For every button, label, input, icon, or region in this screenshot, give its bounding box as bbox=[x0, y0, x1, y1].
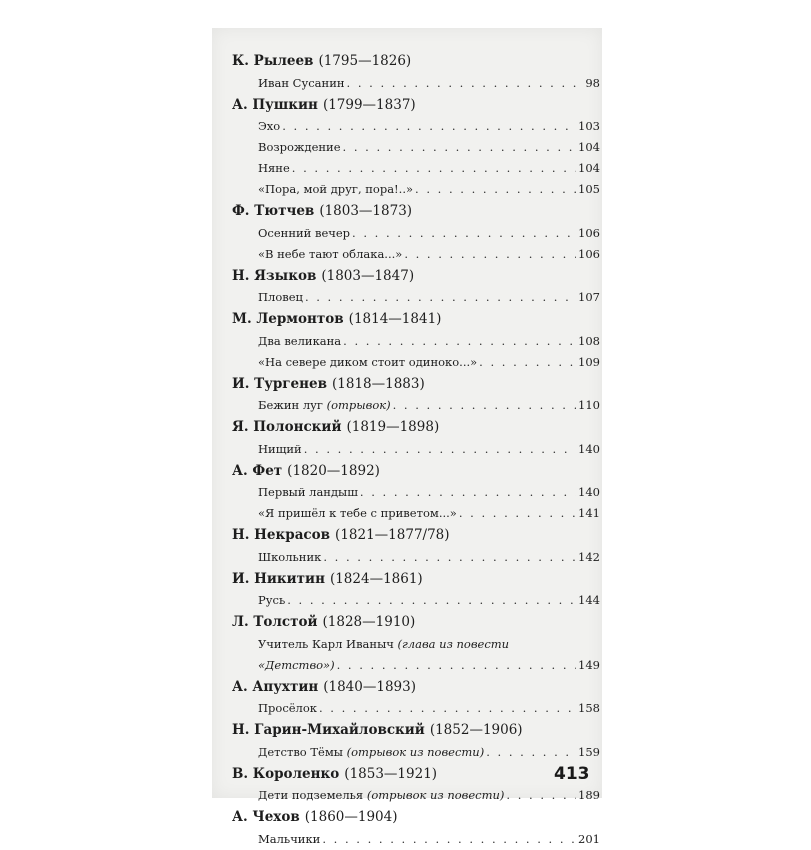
toc-work-item bbox=[232, 785, 600, 806]
author-years: (1820—1892) bbox=[287, 462, 380, 479]
toc-work-item bbox=[232, 503, 600, 524]
author-years: (1799—1837) bbox=[322, 96, 416, 113]
author-name: Н. Некрасов bbox=[232, 527, 331, 543]
page-ref: 189 bbox=[578, 788, 600, 802]
work-title bbox=[258, 137, 341, 158]
work-title bbox=[258, 547, 321, 568]
toc-work-item bbox=[232, 116, 600, 137]
page-ref: 141 bbox=[578, 506, 600, 520]
work-title-text: Возрождение bbox=[258, 140, 341, 154]
work-title bbox=[258, 829, 320, 850]
dot-leader bbox=[305, 287, 576, 308]
author-years: (1852—1906) bbox=[429, 722, 523, 738]
work-title-text: Первый ландыш bbox=[258, 485, 358, 499]
toc-work-item bbox=[232, 547, 600, 568]
work-title-text: Два великана bbox=[258, 333, 342, 348]
author-years: (1821—1877/78) bbox=[335, 527, 450, 543]
author-years: (1818—1883) bbox=[332, 375, 425, 392]
work-title bbox=[258, 244, 402, 265]
dot-leader bbox=[404, 244, 576, 265]
page-ref: 140 bbox=[578, 441, 600, 456]
work-title bbox=[258, 742, 484, 763]
work-title-text: Няне bbox=[258, 161, 290, 175]
page-ref: 109 bbox=[578, 354, 600, 369]
author-name: А. Фет bbox=[232, 462, 283, 479]
dot-leader bbox=[352, 223, 576, 244]
work-note: (глава из повести bbox=[397, 636, 510, 651]
page-ref: 142 bbox=[578, 549, 600, 564]
page-ref: 107 bbox=[578, 290, 600, 304]
author-name: Н. Гарин-Михайловский bbox=[232, 722, 425, 738]
work-title bbox=[258, 331, 341, 352]
work-note: (отрывок из повести) bbox=[366, 788, 505, 802]
toc-work-item bbox=[232, 179, 600, 200]
work-note: (отрывок из повести) bbox=[346, 744, 485, 759]
page-ref: 106 bbox=[578, 225, 600, 240]
work-title bbox=[258, 503, 457, 524]
page-ref: 144 bbox=[578, 593, 600, 607]
work-title bbox=[258, 785, 504, 806]
dot-leader bbox=[287, 590, 576, 611]
toc-work-item-continuation bbox=[232, 655, 600, 676]
work-title bbox=[258, 439, 302, 460]
page-ref: 106 bbox=[578, 246, 600, 261]
author-name: К. Рылеев bbox=[232, 53, 314, 69]
work-title-text: Школьник bbox=[258, 549, 322, 564]
author-heading bbox=[232, 373, 600, 396]
author-name: А. Чехов bbox=[232, 809, 300, 825]
author-name: Л. Толстой bbox=[232, 614, 318, 630]
author-name: И. Никитин bbox=[232, 570, 325, 587]
work-title-text: Осенний вечер bbox=[258, 225, 351, 240]
dot-leader bbox=[282, 116, 576, 137]
author-years: (1803—1847) bbox=[321, 267, 415, 284]
author-name: И. Тургенев bbox=[232, 375, 327, 392]
dot-leader bbox=[343, 137, 577, 158]
page-ref: 108 bbox=[578, 333, 600, 348]
dot-leader bbox=[393, 395, 576, 416]
toc-work-item bbox=[232, 829, 600, 850]
work-title-text: Пловец bbox=[258, 290, 303, 304]
table-of-contents bbox=[232, 50, 600, 850]
page-ref: 159 bbox=[578, 744, 600, 759]
work-title-text: «На севере диком стоит одиноко...» bbox=[258, 354, 478, 369]
toc-work-item bbox=[232, 395, 600, 416]
toc-work-item bbox=[232, 244, 600, 265]
author-heading bbox=[232, 50, 600, 73]
author-heading bbox=[232, 524, 600, 547]
work-title bbox=[258, 634, 509, 655]
author-years: (1819—1898) bbox=[346, 419, 440, 435]
page-ref: 149 bbox=[578, 657, 600, 672]
work-title-text: Просёлок bbox=[258, 701, 317, 715]
work-title-text: Дети подземелья bbox=[258, 788, 364, 802]
toc-work-item bbox=[232, 590, 600, 611]
toc-work-item bbox=[232, 137, 600, 158]
page-ref: 103 bbox=[578, 119, 600, 133]
author-name: Н. Языков bbox=[232, 267, 317, 284]
work-note: (отрывок) bbox=[326, 398, 391, 412]
work-title bbox=[258, 179, 413, 200]
page-number: 413 bbox=[554, 764, 590, 784]
author-name: М. Лермонтов bbox=[232, 311, 344, 327]
author-heading bbox=[232, 568, 600, 591]
author-name: А. Пушкин bbox=[232, 96, 318, 113]
dot-leader bbox=[415, 179, 576, 200]
author-name: В. Короленко bbox=[232, 765, 340, 782]
page-ref: 140 bbox=[578, 485, 600, 499]
author-heading bbox=[232, 94, 600, 117]
dot-leader bbox=[347, 73, 584, 94]
author-name: Ф. Тютчев bbox=[232, 203, 315, 219]
page-ref: 98 bbox=[585, 75, 600, 90]
page-ref: 105 bbox=[578, 182, 600, 196]
work-title bbox=[258, 352, 477, 373]
work-title-text: «Я пришёл к тебе с приветом...» bbox=[258, 506, 457, 520]
work-title-text: «Пора, мой друг, пора!..» bbox=[258, 182, 414, 196]
work-title-text: Учитель Карл Иваныч bbox=[258, 636, 394, 651]
author-heading bbox=[232, 719, 600, 742]
dot-leader bbox=[319, 698, 576, 719]
author-years: (1814—1841) bbox=[348, 311, 442, 327]
work-note: «Детство») bbox=[258, 657, 335, 672]
work-title-text: Мальчики bbox=[258, 831, 321, 846]
work-title-text: Эхо bbox=[258, 119, 281, 133]
toc-work-item bbox=[232, 158, 600, 179]
work-title bbox=[258, 223, 350, 244]
toc-work-item bbox=[232, 73, 600, 94]
author-heading bbox=[232, 806, 600, 829]
page-ref: 110 bbox=[578, 398, 600, 412]
dot-leader bbox=[479, 352, 576, 373]
work-title-text: «В небе тают облака...» bbox=[258, 246, 403, 261]
author-years: (1795—1826) bbox=[318, 53, 412, 69]
dot-leader bbox=[323, 547, 576, 568]
author-heading bbox=[232, 308, 600, 331]
work-title-text: Детство Тёмы bbox=[258, 744, 343, 759]
author-name: Я. Полонский bbox=[232, 419, 342, 435]
author-heading bbox=[232, 611, 600, 634]
dot-leader bbox=[304, 439, 576, 460]
author-heading bbox=[232, 200, 600, 223]
work-title-text: Русь bbox=[258, 593, 286, 607]
dot-leader bbox=[506, 785, 576, 806]
author-years: (1828—1910) bbox=[322, 614, 416, 630]
work-title bbox=[258, 73, 345, 94]
dot-leader bbox=[337, 655, 576, 676]
toc-work-item bbox=[232, 331, 600, 352]
toc-work-item bbox=[232, 223, 600, 244]
toc-work-item bbox=[232, 698, 600, 719]
dot-leader bbox=[459, 503, 576, 524]
work-title bbox=[258, 590, 285, 611]
page-ref: 104 bbox=[578, 161, 600, 175]
work-title-text: Нищий bbox=[258, 441, 302, 456]
author-heading bbox=[232, 676, 600, 699]
author-years: (1803—1873) bbox=[319, 203, 413, 219]
work-title-text: Бежин луг bbox=[258, 398, 323, 412]
dot-leader bbox=[343, 331, 576, 352]
author-heading bbox=[232, 763, 600, 786]
work-title bbox=[258, 698, 317, 719]
toc-work-item bbox=[232, 287, 600, 308]
toc-work-item bbox=[232, 352, 600, 373]
work-title bbox=[258, 287, 303, 308]
author-heading bbox=[232, 416, 600, 439]
work-title bbox=[258, 158, 290, 179]
work-title bbox=[258, 482, 358, 503]
page-ref: 158 bbox=[578, 701, 600, 715]
dot-leader bbox=[486, 742, 576, 763]
author-years: (1860—1904) bbox=[304, 809, 398, 825]
author-heading bbox=[232, 460, 600, 483]
work-title-text: Иван Сусанин bbox=[258, 75, 345, 90]
page-ref: 104 bbox=[578, 140, 600, 154]
toc-work-item bbox=[232, 439, 600, 460]
author-name: А. Апухтин bbox=[232, 678, 319, 695]
toc-work-item bbox=[232, 482, 600, 503]
author-heading bbox=[232, 265, 600, 288]
author-years: (1853—1921) bbox=[344, 765, 438, 782]
author-years: (1840—1893) bbox=[323, 678, 416, 695]
work-title bbox=[258, 116, 280, 137]
work-title bbox=[258, 395, 391, 416]
author-years: (1824—1861) bbox=[329, 570, 423, 587]
dot-leader bbox=[322, 829, 576, 850]
toc-work-item bbox=[232, 634, 600, 655]
dot-leader bbox=[292, 158, 576, 179]
toc-work-item bbox=[232, 742, 600, 763]
dot-leader bbox=[360, 482, 576, 503]
page-ref: 201 bbox=[578, 831, 600, 846]
